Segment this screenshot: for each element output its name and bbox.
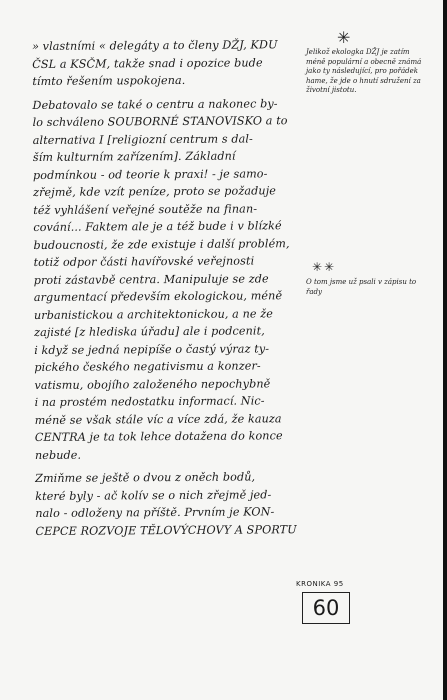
text-line: » vlastními « delegáty a to členy DŽJ, KDU — [32, 38, 278, 53]
text-line: zřejmě, kde vzít peníze, proto se požaduje — [33, 184, 277, 199]
text-line: CENTRA je ta tok lehce dotažena do konce — [34, 429, 283, 444]
text-line: i na prostém nedostatku informací. Nic- — [34, 394, 265, 409]
text-line: nebude. — [34, 448, 82, 462]
text-line: pického českého negativismu a konzer- — [34, 359, 261, 374]
text-line: argumentací především ekologickou, méně — [33, 289, 283, 304]
text-line: Debatovalo se také o centru a nakonec by- — [32, 96, 278, 112]
text-line: nalo - odloženy na příště. Prvním je KON- — [35, 505, 275, 520]
text-line: které byly - ač kolív se o nich zřejmě jed- — [35, 487, 272, 503]
text-line: budoucnosti, že zde existuje i další problém, — [33, 236, 290, 252]
margin-note-2: O tom jsme už psali v zápisu to řady — [306, 278, 417, 296]
text-line: zajisté [z hlediska úřadu] ale i podcenit, — [34, 324, 265, 339]
margin-note-1: Jelikož ekologka DŽJ je zatím méně populární a obecně známá jako ty následující, pro pořádek hame, že jde o hnutí sdružení za životní jistotu. — [306, 48, 422, 94]
text-line: též vyhlášení veřejné soutěže na finan- — [33, 201, 258, 217]
text-line: ším kulturním zařízením]. Základní — [32, 149, 236, 164]
text-line: vatismu, obojího založeného nepochybně — [34, 376, 271, 392]
text-line: tímto řešením uspokojena. — [32, 73, 186, 88]
text-line: ČSL a KSČM, takže snad i opozice bude — [32, 55, 263, 71]
text-line: i když se jedná nepipíše o častý výraz ty- — [34, 341, 270, 357]
main-handwritten-text — [32, 36, 303, 540]
text-line: cování... Faktem ale je a též bude i v blízké — [33, 219, 282, 234]
page-edge — [443, 0, 447, 700]
text-line: lo schváleno SOUBORNÉ STANOVISKO a to — [32, 114, 288, 129]
text-line: alternativa I [religiozní centrum s dal- — [32, 131, 253, 147]
text-line: méně se však stále víc a více zdá, že kauza — [34, 411, 282, 427]
page-number: 60 — [302, 592, 350, 624]
text-line: podmínkou - od teorie k praxi! - je samo- — [32, 166, 268, 182]
kronika-label: KRONIKA 95 — [296, 580, 344, 588]
footnote-asterisk-2: ✳✳ — [312, 260, 337, 274]
text-line: proti zástavbě centra. Manipuluje se zde — [33, 271, 269, 287]
text-line: totiž odpor části havířovské veřejnosti — [33, 254, 255, 269]
text-line: urbanistickou a architektonickou, a ne že — [33, 306, 274, 322]
footnote-asterisk-1: ✳ — [337, 28, 351, 47]
text-line: CEPCE ROZVOJE TĚLOVÝCHOVY A SPORTU — [35, 522, 297, 538]
text-line: Zmiňme se ještě o dvou z oněch bodů, — [35, 470, 256, 485]
